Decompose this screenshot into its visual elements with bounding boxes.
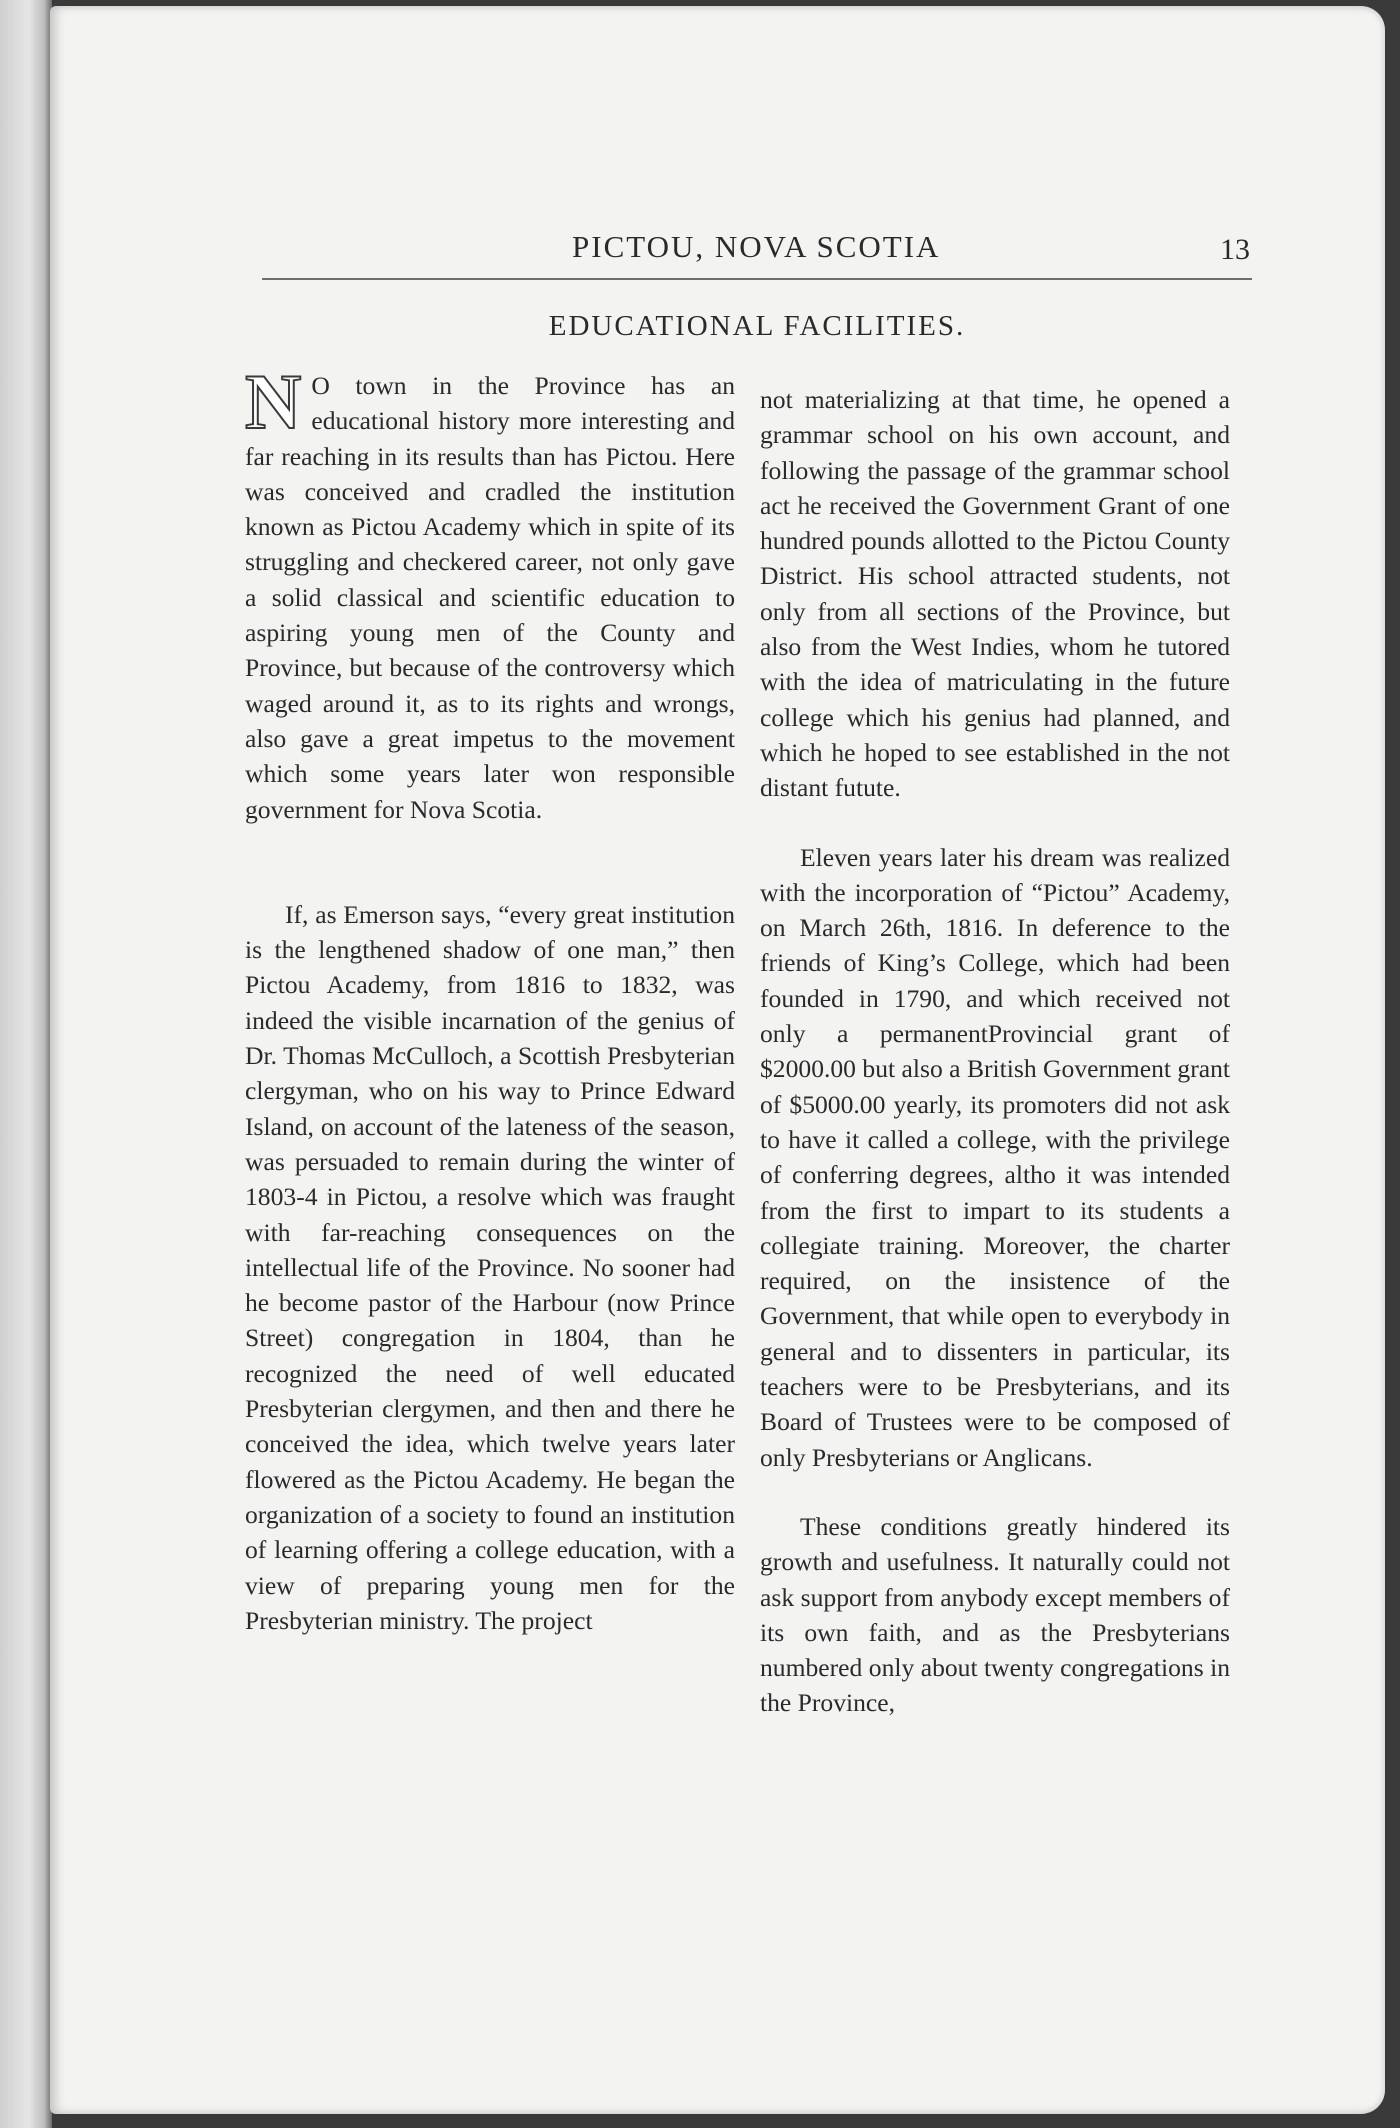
header-rule	[262, 278, 1252, 280]
book-page-edge	[0, 0, 52, 2128]
left-paragraph-1-text: O town in the Province has an educational history more interesting and far reaching in its results than has Pictou. Here was conceived and cradled the institution known as Pictou Academy which in spite of its struggling and checkered career, not only gave a solid classical and scientific education to aspiring young men of the County and Province, but because of the controversy which waged around it, as to its rights and wrongs, also gave a great impetus to the movement which some years later won responsible government for Nova Scotia.	[245, 371, 735, 824]
running-title: PICTOU, NOVA SCOTIA	[572, 229, 941, 264]
running-head	[262, 225, 1252, 285]
right-paragraph-2: Eleven years later his dream was realized with the incorporation of “Pictou” Academy, on March 26th, 1816. In deference to the friends of King’s College, which had been founded in 1790, and which received not only a permanentProvincial grant of $2000.00 but also a British Government grant of $5000.00 yearly, its promoters did not ask to have it called a college, with the privilege of conferring degrees, altho it was intended from the first to impart to its students a collegiate training. Moreover, the charter required, on the insistence of the Government, that while open to everybody in general and to dissenters in particular, its teachers were to be Presbyterians, and its Board of Trustees were to be composed of only Presbyterians or Anglicans.	[760, 842, 1230, 1472]
right-paragraph-3: These conditions greatly hindered its growth and usefulness. It naturally could not ask support from anybody except members of its own faith, and as the Presbyterians numbered only about twenty congregations in the Province,	[760, 1511, 1230, 1718]
left-paragraph-2: If, as Emerson says, “every great institution is the lengthened shadow of one man,” then Pictou Academy, from 1816 to 1832, was indeed the visible incarnation of the genius of Dr. Thomas McCulloch, a Scottish Presbyterian clergyman, who on his way to Prince Edward Island, on account of the lateness of the season, was persuaded to remain during the winter of 1803-4 in Pictou, a resolve which was fraught with far-reaching consequences on the intellectual life of the Province. No sooner had he become pastor of the Harbour (now Prince Street) congregation in 1804, than he recognized the need of well educated Presbyterian clergymen, and then and there he conceived the idea, which twelve years later flowered as the Pictou Academy. He began the organization of a society to found an institution of learning offering a college education, with a view of preparing young men for the Presbyterian ministry. The project	[245, 899, 735, 1635]
right-column	[760, 382, 1230, 1721]
left-column	[245, 358, 735, 1638]
left-paragraph-1	[245, 358, 735, 827]
section-title: EDUCATIONAL FACILITIES.	[548, 310, 966, 342]
page-number: 13	[1220, 233, 1250, 266]
drop-cap: N	[245, 358, 302, 445]
right-paragraph-1: not materializing at that time, he opened a grammar school on his own account, and following the passage of the grammar school act he received the Government Grant of one hundred pounds allotted to the Pictou County District. His school attracted students, not only from all sections of the Province, but also from the West Indies, whom he tutored with the idea of matriculating in the future college which his genius had planned, and which he hoped to see established in the not distant futute.	[760, 385, 1230, 803]
